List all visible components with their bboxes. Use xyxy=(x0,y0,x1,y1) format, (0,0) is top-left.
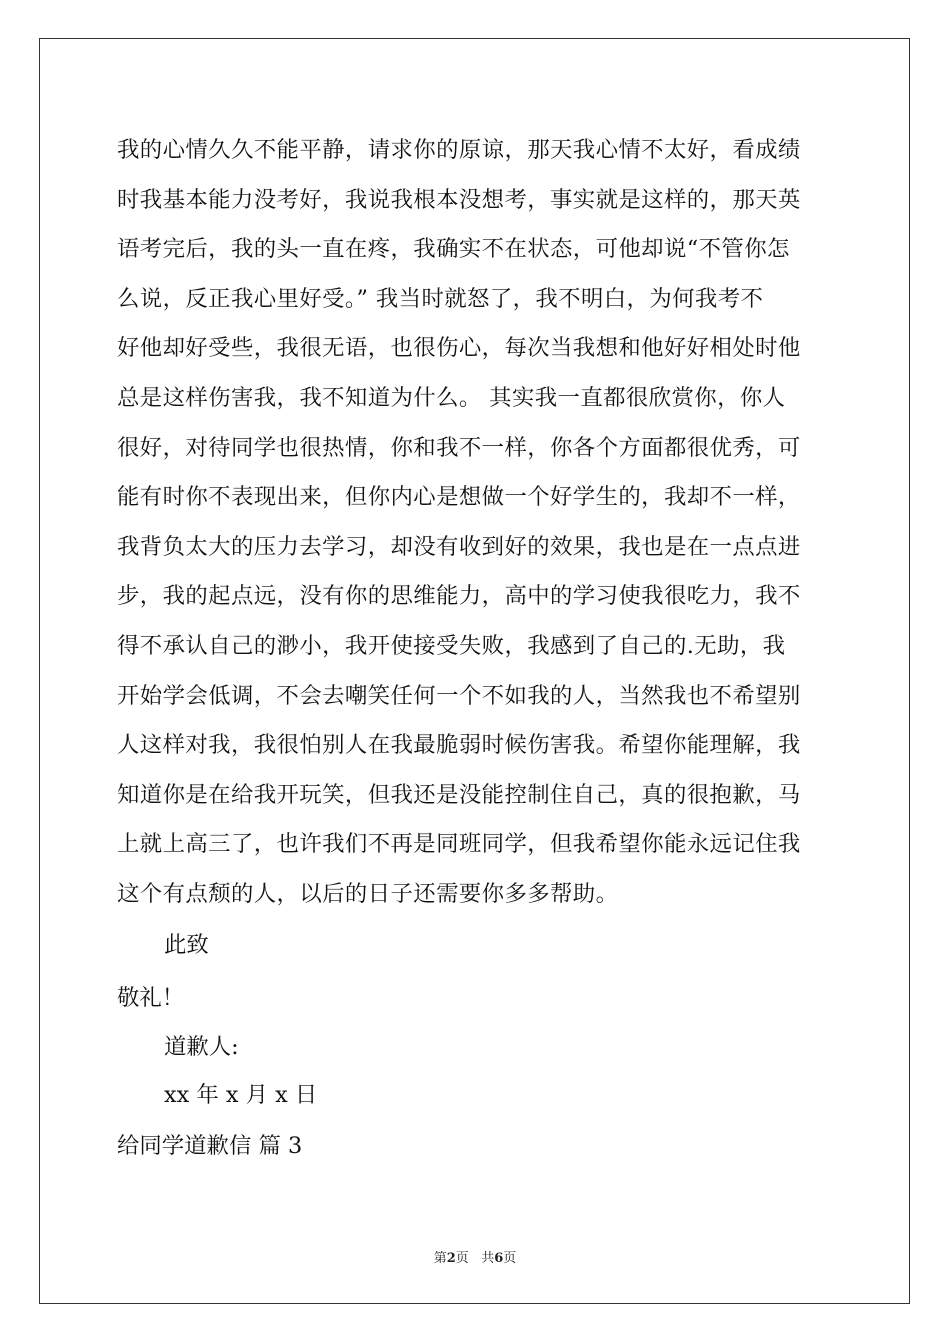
next-section-title: 给同学道歉信 篇 3 xyxy=(117,1133,303,1159)
letter-line: 我背负太大的压力去学习，却没有收到好的效果，我也是在一点点进 xyxy=(117,533,801,560)
letter-line: 语考完后，我的头一直在疼，我确实不在状态，可他却说“不管你怎 xyxy=(117,236,790,263)
page-footer xyxy=(0,1247,950,1266)
total-prefix: 共 xyxy=(481,1251,495,1266)
letter-body xyxy=(117,126,837,920)
letter-line: 知道你是在给我开玩笑，但我还是没能控制住自己，真的很抱歉，马 xyxy=(117,781,801,808)
salutation-closing: 此致 xyxy=(164,932,209,958)
total-pages: 6 xyxy=(494,1251,504,1266)
total-suffix: 页 xyxy=(503,1251,517,1266)
letter-line: 么说，反正我心里好受。” 我当时就怒了，我不明白，为何我考不 xyxy=(117,285,764,312)
letter-line: 能有时你不表现出来，但你内心是想做一个好学生的，我却不一样， xyxy=(117,484,801,511)
letter-line: 时我基本能力没考好，我说我根本没想考，事实就是这样的，那天英 xyxy=(117,186,801,213)
letter-date: xx 年 x 月 x 日 xyxy=(164,1082,318,1108)
letter-line: 上就上高三了，也许我们不再是同班同学，但我希望你能永远记住我 xyxy=(117,831,801,858)
page-number: 2 xyxy=(446,1251,456,1266)
letter-line: 这个有点颓的人，以后的日子还需要你多多帮助。 xyxy=(117,880,619,907)
letter-line: 得不承认自己的渺小，我开使接受失败，我感到了自己的.无助，我 xyxy=(117,632,786,659)
letter-line: 总是这样伤害我，我不知道为什么。 其实我一直都很欣赏你，你人 xyxy=(117,384,786,411)
page-suffix: 页 xyxy=(455,1251,469,1266)
letter-line: 很好，对待同学也很热情，你和我不一样，你各个方面都很优秀，可 xyxy=(117,434,801,461)
letter-line: 我的心情久久不能平静，请求你的原谅，那天我心情不太好，看成绩 xyxy=(117,137,801,163)
page-prefix: 第 xyxy=(433,1251,447,1266)
letter-line: 人这样对我，我很怕别人在我最脆弱时候伤害我。希望你能理解，我 xyxy=(117,732,801,759)
signer-label: 道歉人: xyxy=(164,1034,239,1060)
letter-line: 开始学会低调，不会去嘲笑任何一个不如我的人，当然我也不希望别 xyxy=(117,682,801,709)
salutation-regards: 敬礼！ xyxy=(117,985,185,1011)
letter-line: 步，我的起点远，没有你的思维能力，高中的学习使我很吃力，我不 xyxy=(117,583,801,610)
letter-line: 好他却好受些，我很无语，也很伤心，每次当我想和他好好相处时他 xyxy=(117,335,801,362)
